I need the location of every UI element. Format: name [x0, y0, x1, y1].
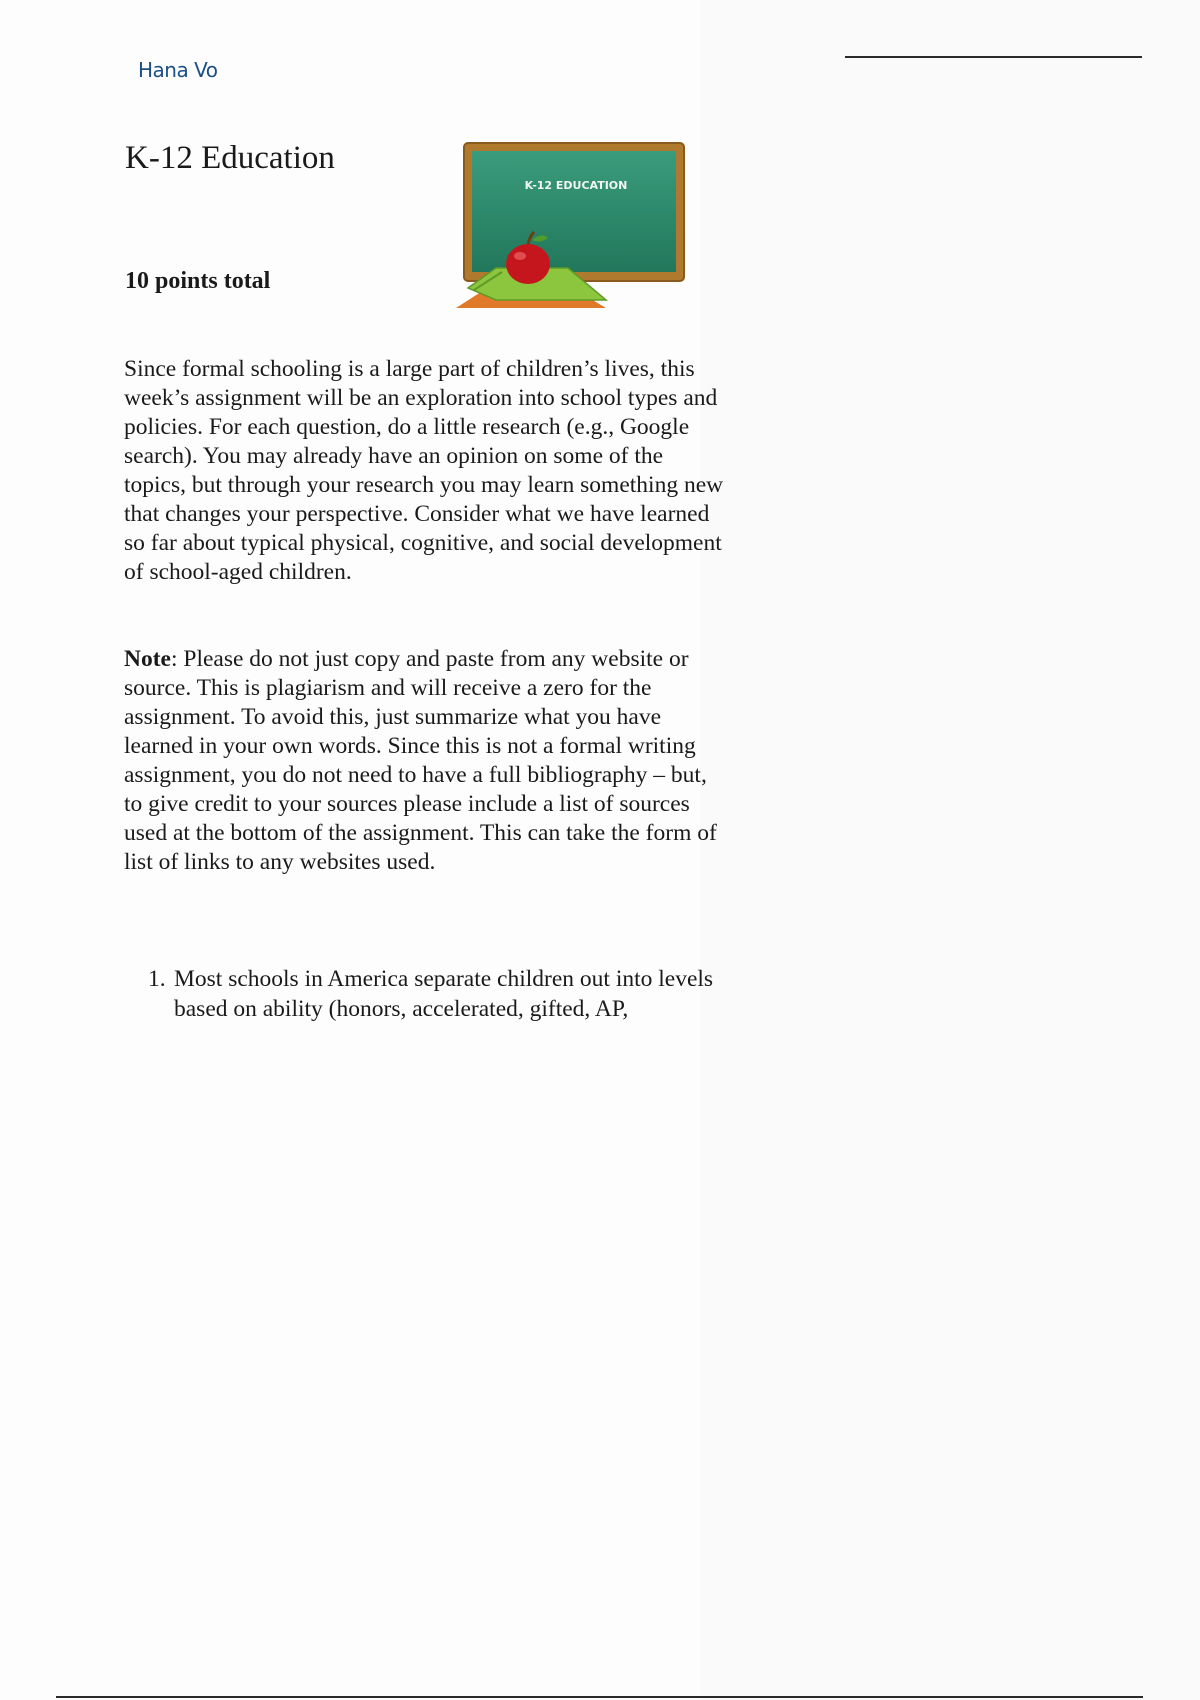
- author-name: Hana Vo: [138, 58, 218, 82]
- question-number: 1.: [148, 966, 166, 992]
- board-caption: K-12 EDUCATION: [524, 179, 628, 192]
- footer-rule: [56, 1696, 1143, 1698]
- chalkboard-image: [456, 140, 688, 308]
- note-paragraph: [124, 645, 724, 877]
- chalkboard-apple-books-icon: [456, 140, 688, 308]
- apple: [506, 244, 550, 284]
- points-total: 10 points total: [125, 268, 271, 294]
- note-text: : Please do not just copy and paste from any website or source. This is plagiarism and will receive a zero for the assignment. To avoid this, just summarize what you have learned in your own words. Since this is not a formal writing assignment, you do not need to have a full bibliography – but, to give credit to your sources please include a list of sources used at the bottom of the assignment. This can take the form of list of links to any websites used.: [124, 646, 717, 875]
- list-item: [148, 964, 728, 1024]
- header-rule: [845, 56, 1142, 58]
- page-title: K-12 Education: [125, 140, 335, 176]
- question-text: Most schools in America separate children out into levels based on ability (honors, accelerated, gifted, AP,: [174, 966, 714, 1022]
- board-surface: [472, 151, 676, 272]
- page-margin-shade: [700, 0, 1200, 1700]
- note-label: Note: [124, 646, 171, 672]
- question-list: [148, 964, 728, 1024]
- intro-paragraph: Since formal schooling is a large part of children’s lives, this week’s assignment will be an exploration into school types and policies. For each question, do a little research (e.g., Google search). You may already have an opinion on some of the topics, but through your research you may learn something new that changes your perspective. Consider what we have learned so far about typical physical, cognitive, and social development of school-aged children.: [124, 356, 724, 585]
